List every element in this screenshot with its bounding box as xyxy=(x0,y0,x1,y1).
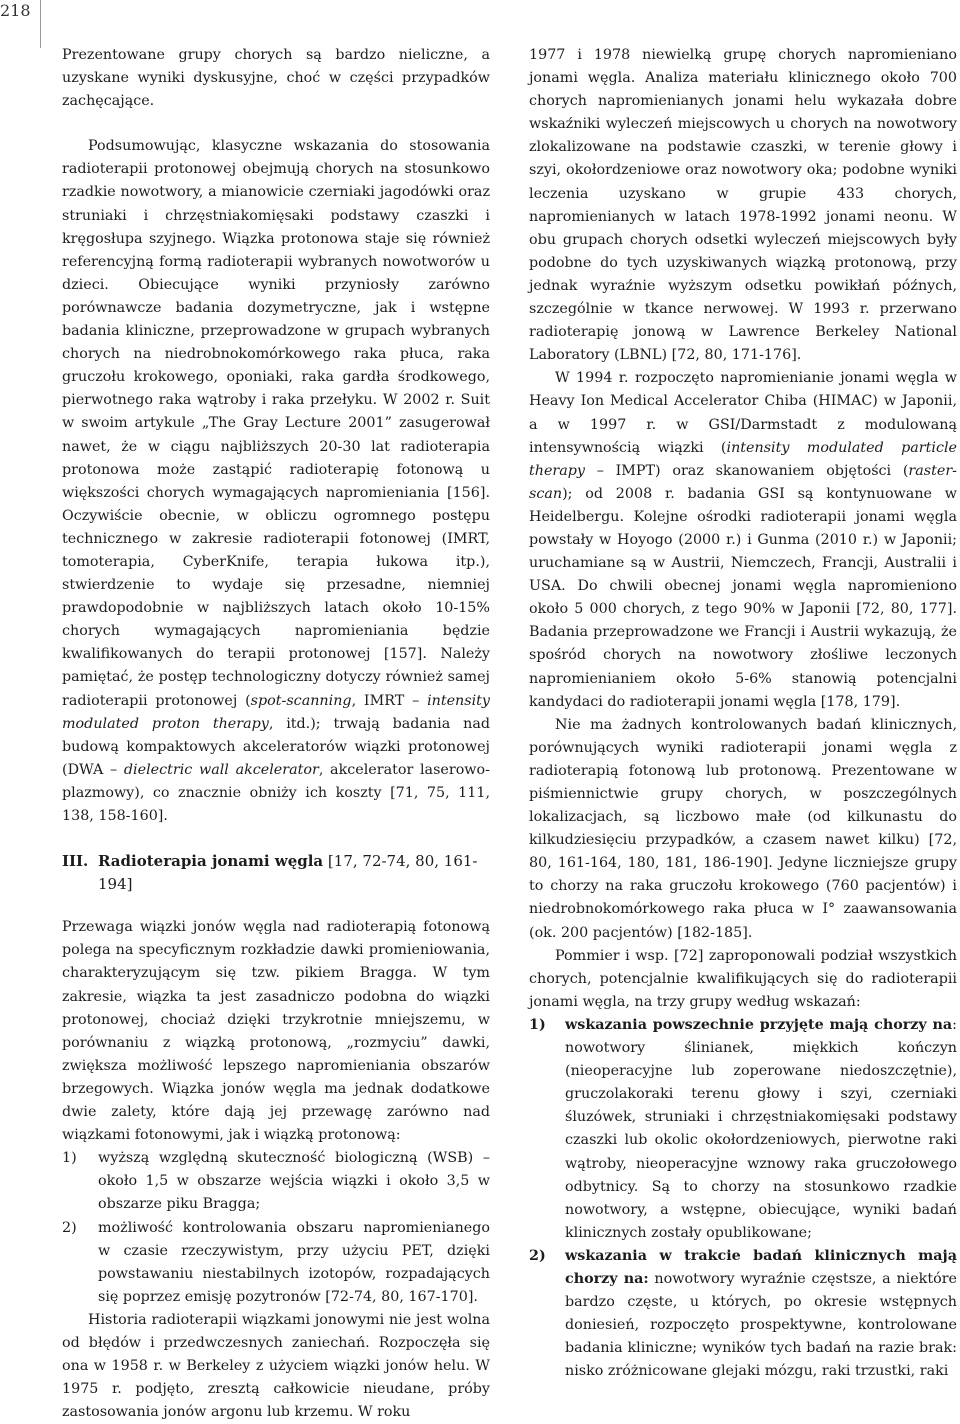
text-run: ); od 2008 r. badania GSI są kontynuowane w Heidelbergu. Kolejne ośrodki radioterapii jonami węgla powstały w Hoyogo (2000 r.) i Gunma (2010 r.) w Japonii; uruchamiane są w Austrii, Niemczech, Francji, Australii i USA. Do chwili obecnej jonami węgla napromieniono około 5 000 chorych, z tego 90% w Japonii [72, 80, 177]. Badania przeprowadzone we Francji i Austrii wykazują, że spośród chorych na nowotwory złośliwe leczonych napromienianiem około 5-6% stanowią potencjalni kandydaci do radioterapii jonami węgla [178, 179]. xyxy=(529,485,957,710)
list-item xyxy=(529,1245,957,1384)
paragraph: Pommier i wsp. [72] zaproponowali podział wszystkich chorych, potencjalnie kwalifikujących się do radioterapii jonami węgla, na trzy grupy według wskazań: xyxy=(529,947,957,1010)
text-run: – IMPT) oraz skanowaniem objętości ( xyxy=(585,462,909,479)
paragraph xyxy=(529,367,957,713)
paragraph: 1977 i 1978 niewielką grupę chorych napromieniano jonami węgla. Analiza materiału klinicznego około 700 chorych napromienianych jonami helu wykazała dobre wskaźniki wyleczeń miejscowych u chorych na nowotwory zlokalizowane na podstawie czaszki, w terenie głowy i szyi, okołordzeniowe oraz nowotwory oka; podobne wyniki leczenia uzyskano w grupie 433 chorych, napromienianych w latach 1978-1992 jonami neonu. W obu grupach chorych odsetki wyleczeń miejscowych były podobne do tych uzyskiwanych wiązką protonową, przy jednak wyraźnie wyższym odsetku powikłań późnych, szczególnie w tkance nerwowej. W 1993 r. przerwano radioterapię jonową w Lawrence Berkeley National Laboratory (LBNL) [72, 80, 171-176]. xyxy=(529,47,957,364)
paragraph: Nie ma żadnych kontrolowanych badań klinicznych, porównujących wyniki radioterapii jonami węgla z radioterapią fotonową lub protonową. Prezentowane w piśmiennictwie grupy chorych, w poszczególnych lokalizacjach, są liczbowo małe (od kilkunastu do kilkudziesięciu przypadków, a czasem nawet kilku) [72, 80, 161-164, 180, 181, 186-190]. Jedyne liczniejsze grupy to chorzy na raka gruczołu krokowego (760 pacjentów) i niedrobnokomórkowego raka płuca w I° zaawansowania (ok. 200 pacjentów) [182-185]. xyxy=(529,716,957,941)
paragraph: Prezentowane grupy chorych są bardzo nieliczne, a uzyskane wyniki dyskusyjne, choć w części przypadków zachęcające. xyxy=(62,47,490,110)
list-item xyxy=(529,1014,957,1245)
list-text: wyższą względną skuteczność biologiczną (WSB) – około 1,5 w obszarze wejścia wiązki i około 3,5 w obszarze piku Bragga; xyxy=(98,1150,490,1213)
corner-rule xyxy=(40,0,41,48)
page-number: 218 xyxy=(0,1,31,20)
paragraph: Historia radioterapii wiązkami jonowymi nie jest wolna od błędów i przedwczesnych zaniechań. Rozpoczęła się ona w 1958 r. w Berkeley z użyciem wiązki jonów helu. W 1975 r. podjęto, zresztą całkowicie nieudane, próby zastosowania jonów argonu lub krzemu. W roku xyxy=(62,1311,490,1421)
paragraph-summary xyxy=(62,135,490,828)
list-marker: 1) xyxy=(529,1016,546,1033)
indications-list xyxy=(529,1014,957,1384)
list-item xyxy=(62,1147,490,1216)
section-title: Radioterapia jonami węgla xyxy=(98,852,324,871)
list-marker: 2) xyxy=(529,1247,546,1264)
list-lead: wskazania powszechnie przyjęte mają chorzy na xyxy=(565,1016,953,1033)
text-run: intensity modulated proton therapy xyxy=(62,692,490,732)
text-run: spot-scanning xyxy=(250,692,352,709)
text-run: Podsumowując, klasyczne wskazania do stosowania radioterapii protonowej obejmują chorych na stosunkowo rzadkie nowotwory, a mianowicie czerniaki jagodówki oraz struniaki i chrzęstniakomięsaki podstawy czaszki i kręgosłupa szyjnego. Wiązka protonowa staje się również referencyjną formą radioterapii wybranych nowotworów u dzieci. Obiecujące wyniki przyniosły zarówno porównawcze badania dozymetryczne, jak i wstępne badania kliniczne, przeprowadzone w grupach wybranych chorych na niedrobnokomórkowego raka płuca, raka gruczołu krokowego, oponiaki, raka gardła środkowego, pierwotnego raka wątroby i raka przełyku. W 2002 r. Suit w swoim artykule „The Gray Lecture 2001” zasugerował nawet, że w ciągu najbliższych 20-30 lat radioterapia protonowa może zastąpić radioterapię fotonową u większości chorych wymagających napromieniania [156]. Oczywiście obecnie, w obliczu ogromnego postępu technicznego w zakresie radioterapii fotonowej (IMRT, tomoterapia, CyberKnife, terapia łukowa itp.), stwierdzenie to wydaje się przesadne, niemniej prawdopodobnie w najbliższych latach około 10-15% chorych wymagających napromieniania będzie kwalifikowanych do terapii protonowej [157]. Należy pamiętać, że postęp technologiczny dotyczy również samej radioterapii protonowej ( xyxy=(62,138,490,709)
list-text: nowotwory wyraźnie częstsze, a niektóre bardzo częste, u których, po okresie wstępnych doniesień, rozpoczęto prospektywne, kontrolowane badania kliniczne; wyników tych badań na razie brak: nisko zróżnicowane glejaki mózgu, raki trzustki, raki xyxy=(565,1270,957,1380)
list-lead: wskazania w trakcie badań klinicznych mają chorzy na: xyxy=(565,1247,957,1287)
text-run: , itd.); trwają badania nad budową kompaktowych akceleratorów wiązki protonowej (DWA – xyxy=(62,715,490,778)
paragraph: Przewaga wiązki jonów węgla nad radioterapią fotonową polega na specyficznym rozkładzie dawki promieniowania, charakteryzującym się tzw. pikiem Bragga. W tym zakresie, wiązka ta jest zasadniczo podobna do wiązki protonowej, chociaż dzięki trzykrotnie mniejszemu, w porównaniu z wiązką protonową, „rozmyciu” dawki, zwiększa możliwość lepszego napromieniania obszarów brzegowych. Wiązka jonów węgla ma jednak dodatkowe dwie zalety, które dają jej przewagę zarówno nad wiązkami fotonowymi, jak i wiązką protonową: xyxy=(62,919,490,1144)
left-column xyxy=(62,44,490,1424)
advantages-list xyxy=(62,1147,490,1309)
section-refs: [17, 72-74, 80, 161-194] xyxy=(98,852,478,894)
section-heading xyxy=(62,850,490,896)
text-run: raster-scan xyxy=(529,462,957,502)
text-run: dielectric wall akcelerator xyxy=(123,761,319,778)
list-text: : nowotwory ślinianek, miękkich kończyn (nieoperacyjne lub zoperowane niedoszczętnie), gruczolakoraki terenu głowy i szyi, czerniaki śluzówek, struniaki i chrzęstniakomięsaki podstawy czaszki lub okolic okołordzeniowych, pierwotne raki wątroby, nieoperacyjne wznowy raka gruczołowego odbytnicy. Są to chorzy na stosunkowo rzadkie nowotwory, a wstępne, obiecujące, wyniki badań klinicznych zostały opublikowane; xyxy=(565,1016,957,1241)
text-run: , IMRT – xyxy=(351,692,428,709)
list-marker: 2) xyxy=(62,1219,77,1236)
text-run: , akcelerator laserowo-plazmowy), co znacznie obniży ich koszty [71, 75, 111, 138, 158-160]. xyxy=(62,761,490,824)
list-marker: 1) xyxy=(62,1150,77,1167)
list-item xyxy=(62,1217,490,1309)
text-run: W 1994 r. rozpoczęto napromienianie jonami węgla w Heavy Ion Medical Accelerator Chiba (HIMAC) w Japonii, a w 1997 r. w GSI/Darmstadt z modulowaną intensywnością wiązki ( xyxy=(529,370,957,456)
list-text: możliwość kontrolowania obszaru napromienianego w czasie rzeczywistym, przy użyciu PET, dzięki powstawaniu niestabilnych izotopów, rozpadających się poprzez emisję pozytronów [72-74, 80, 167-170]. xyxy=(98,1219,490,1305)
section-number: III. xyxy=(62,852,89,871)
text-run: intensity modulated particle therapy xyxy=(529,439,957,479)
right-column xyxy=(529,44,957,1383)
